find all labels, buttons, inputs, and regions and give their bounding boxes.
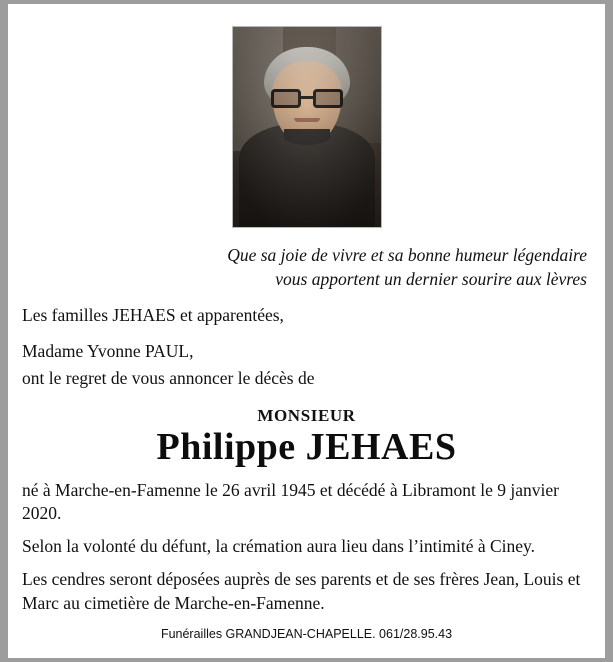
announcement-line: ont le regret de vous annoncer le décès de [22,368,315,389]
epitaph-line-1: Que sa joie de vivre et sa bonne humeur légendaire [227,245,587,265]
honorific: MONSIEUR [257,405,356,425]
birth-death-details: né à Marche-en-Famenne le 26 avril 1945 et décédé à Libramont le 9 janvier 2020. [22,479,559,523]
photo-vignette [233,27,381,227]
deceased-name: Philippe JEHAES [156,425,457,468]
widow-line: Madame Yvonne PAUL, [22,340,194,361]
cremation-details: Selon la volonté du défunt, la crémation aura lieu dans l’intimité à Ciney. [22,536,536,557]
epitaph-line-2: vous apportent un dernier sourire aux lèvres [275,268,587,289]
death-notice-card [8,4,605,658]
portrait-photo [232,26,382,228]
portrait-container [8,4,605,228]
notice-text-content [8,244,605,641]
ashes-details: Les cendres seront déposées auprès de ses parents et de ses frères Jean, Louis et Marc au cimetière de Marche-en-Famenne. [22,569,581,613]
funeral-home-contact: Funérailles GRANDJEAN-CHAPELLE. 061/28.95.43 [160,626,453,641]
epitaph [22,244,591,292]
families-line: Les familles JEHAES et apparentées, [22,304,284,325]
